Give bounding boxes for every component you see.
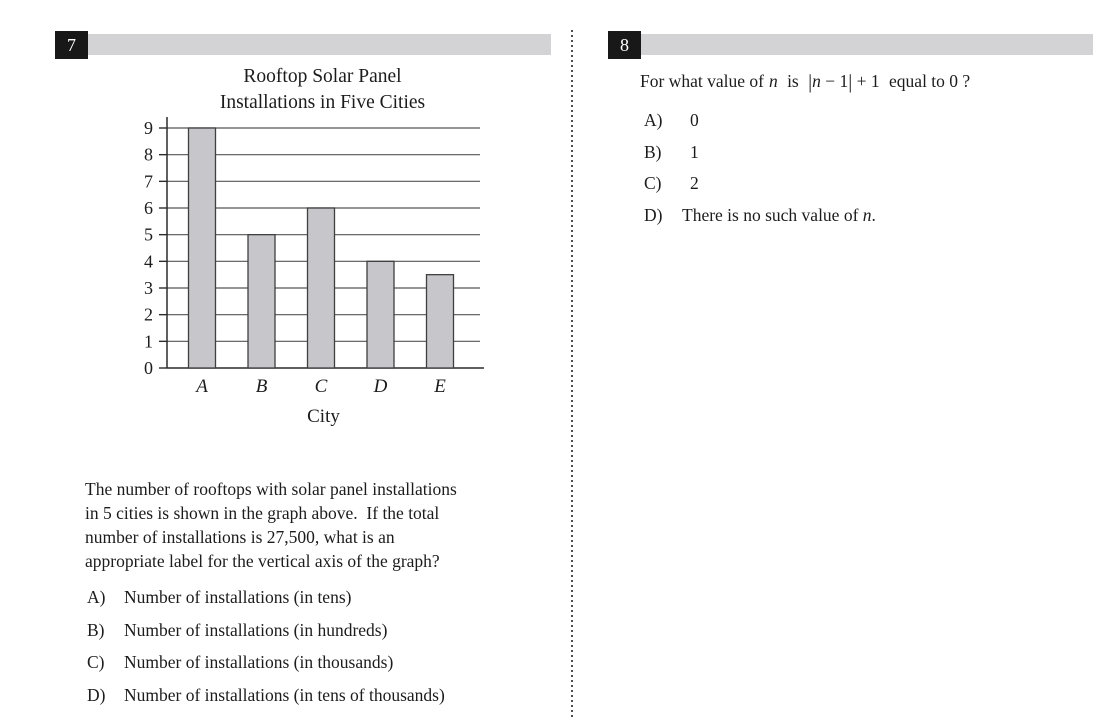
question-8-number-badge: 8 [608,31,641,59]
stem-line: in 5 cities is shown in the graph above. If the total [85,503,440,523]
option-letter: D) [87,684,106,705]
option-b [87,620,445,640]
math-var-n: n [862,204,872,225]
option-letter: A) [87,587,106,607]
bar-B [248,235,275,368]
column-divider [571,30,573,720]
math-expr: − 1 [820,71,849,91]
question-8-prompt [640,71,970,92]
option-letter: C) [644,173,662,193]
prompt-text: equal to 0 ? [889,71,971,91]
question-8-options [644,110,876,236]
y-tick-label: 1 [144,331,153,352]
option-d [644,205,876,225]
bar-C [308,208,335,368]
y-tick-label: 6 [144,198,153,218]
y-tick-label: 9 [144,118,153,138]
option-b [644,142,876,162]
abs-bar: | [848,71,853,93]
math-var-n: n [812,71,821,91]
option-c [644,173,876,193]
y-tick-label: 5 [144,224,153,245]
option-d [87,685,445,705]
option-text: Number of installations (in thousands) [124,652,394,672]
option-letter: B) [87,619,105,640]
y-tick-label: 8 [144,144,153,165]
question-8-header-bar [641,34,1093,55]
option-c [87,652,445,672]
option-letter: B) [644,141,662,162]
option-text: Number of installations (in tens) [124,587,352,607]
question-7-header-bar [88,34,551,55]
option-letter: D) [644,204,663,225]
option-letter: A) [644,110,663,130]
bar-E [427,275,454,368]
chart-title [130,64,515,116]
x-tick-label: E [434,376,446,397]
option-text: 1 [690,141,699,162]
x-tick-label: C [314,376,328,397]
question-7-number-badge: 7 [55,31,88,59]
math-expr: + 1 [856,71,880,91]
chart-title-line-1: Rooftop Solar Panel [243,66,402,87]
y-tick-label: 7 [144,171,153,192]
option-text: 0 [690,110,699,130]
x-tick-label: A [196,376,208,397]
math-var-n: n [768,71,778,91]
abs-bar: | [808,71,813,93]
prompt-text: is [787,71,799,91]
stem-line: number of installations is 27,500, what is an [85,527,395,547]
question-7-options [87,587,445,717]
stem-line: The number of rooftops with solar panel installations [85,479,457,499]
y-tick-label: 4 [144,251,153,272]
option-a [87,587,445,607]
option-letter: C) [87,652,105,672]
option-text: 2 [690,173,699,193]
x-tick-label: B [255,376,268,397]
option-text: Number of installations (in tens of thousands) [124,684,445,705]
option-a [644,110,876,130]
chart-title-line-2: Installations in Five Cities [219,92,426,113]
y-tick-label: 2 [144,304,153,325]
y-tick-label: 0 [144,358,153,378]
bar-chart [130,115,515,430]
option-text: There is no such value of n. [682,204,876,225]
prompt-text: For what value of [640,71,764,91]
bar-A [189,128,216,368]
stem-line: appropriate label for the vertical axis of the graph? [85,551,440,571]
y-tick-label: 3 [144,278,153,298]
x-axis-title: City [307,406,340,427]
bar-D [367,261,394,368]
option-text: Number of installations (in hundreds) [124,619,388,640]
x-tick-label: D [373,376,388,397]
question-7-stem [85,477,457,573]
